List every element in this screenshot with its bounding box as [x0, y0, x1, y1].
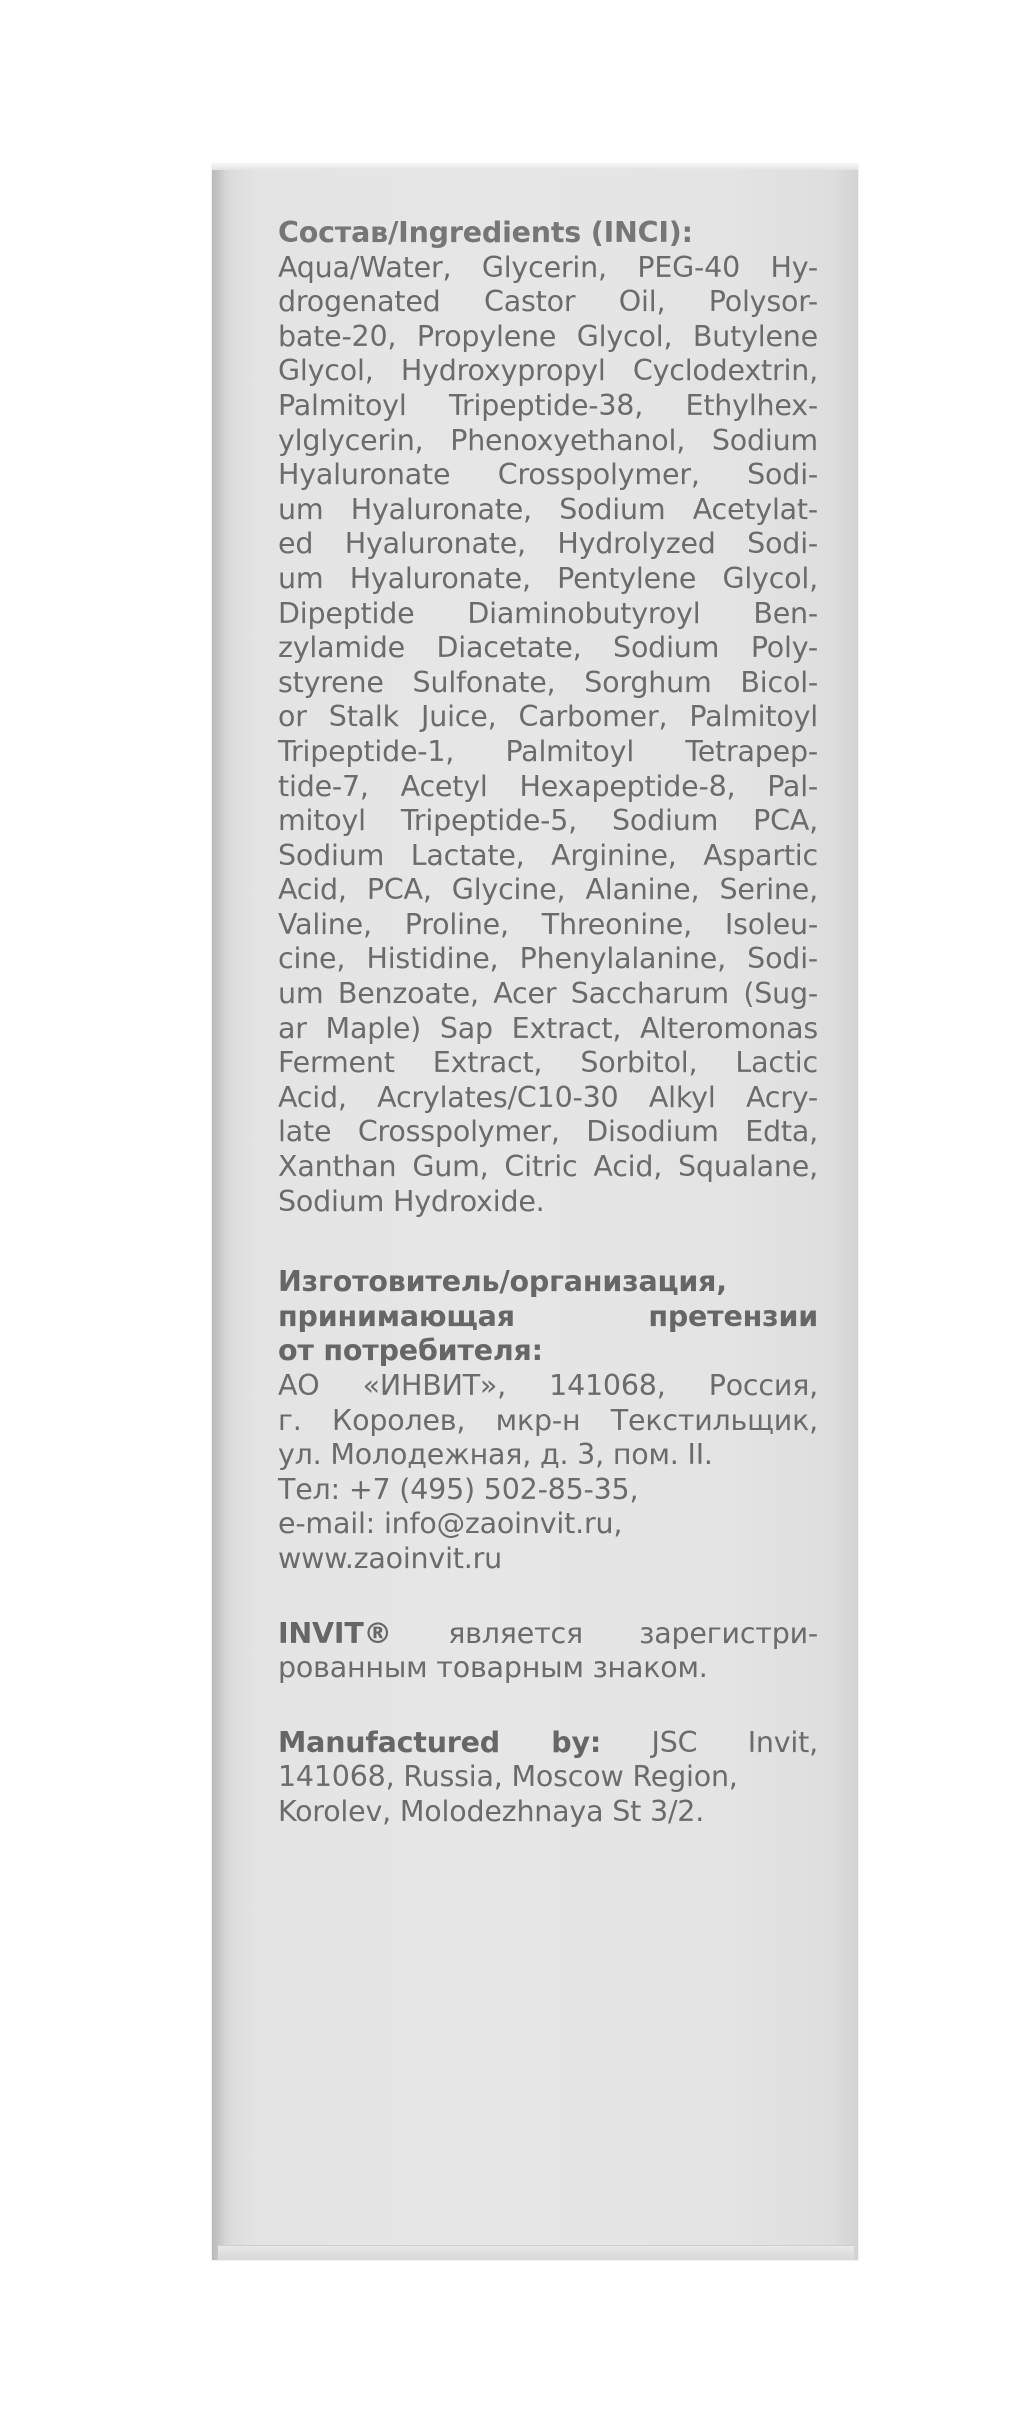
brand-name: INVIT® — [278, 1616, 392, 1650]
ingredient-line: ylglycerin, Phenoxyethanol, Sodium — [278, 423, 818, 457]
manufactured-by-line-3: Korolev, Molodezhnaya St 3/2. — [278, 1794, 705, 1828]
manufacturer-heading-line: от потребителя: — [278, 1334, 543, 1368]
ingredient-line: Acid, PCA, Glycine, Alanine, Serine, — [278, 873, 818, 907]
ingredient-line: styrene Sulfonate, Sorghum Bicol- — [278, 665, 818, 699]
ingredient-line: Acid, Acrylates/C10-30 Alkyl Acry- — [278, 1080, 818, 1114]
manufactured-by-section — [278, 1726, 818, 1830]
ingredient-line: Hyaluronate Crosspolymer, Sodi- — [278, 458, 818, 492]
ingredient-line: Valine, Proline, Threonine, Isoleu- — [278, 907, 818, 941]
manufacturer-address-line: г. Королев, мкр-н Текстильщик, — [278, 1403, 818, 1437]
trademark-line-1 — [278, 1617, 818, 1652]
ingredient-line: zylamide Diacetate, Sodium Poly- — [278, 631, 818, 665]
ingredient-line: bate-20, Propylene Glycol, Butylene — [278, 319, 818, 353]
box-bottom-edge — [218, 2245, 854, 2260]
ingredient-line: Sodium Lactate, Arginine, Aspartic — [278, 838, 818, 872]
product-box-side-panel — [212, 164, 858, 2260]
box-top-edge — [212, 164, 858, 170]
ingredient-line: Tripeptide-1, Palmitoyl Tetrapep- — [278, 734, 818, 768]
ingredient-line: um Benzoate, Acer Saccharum (Sug- — [278, 977, 818, 1011]
ingredients-heading: Состав/Ingredients (INCI): — [278, 216, 693, 249]
manufacturer-address-line: ул. Молодежная, д. 3, пом. II. — [278, 1438, 713, 1472]
manufactured-by-line-1 — [278, 1726, 818, 1761]
manufacturer-website: www.zaoinvit.ru — [278, 1541, 503, 1575]
manufacturer-heading-line: Изготовитель/организация, — [278, 1265, 727, 1299]
trademark-section — [278, 1617, 818, 1686]
manufactured-by-line-2: 141068, Russia, Moscow Region, — [278, 1760, 738, 1794]
ingredient-line: Ferment Extract, Sorbitol, Lactic — [278, 1046, 818, 1080]
manufacturer-email: e-mail: info@zaoinvit.ru, — [278, 1507, 623, 1541]
manufactured-by-label: Manufactured by: — [278, 1725, 602, 1759]
ingredient-line: drogenated Castor Oil, Polysor- — [278, 285, 818, 319]
ingredient-line: Xanthan Gum, Citric Acid, Squalane, — [278, 1150, 818, 1184]
ingredient-line: Aqua/Water, Glycerin, PEG-40 Hy- — [278, 250, 818, 284]
ingredients-list — [278, 251, 818, 1220]
trademark-text: является зарегистри- — [391, 1616, 818, 1650]
ingredients-section — [278, 216, 818, 1219]
ingredient-line: or Stalk Juice, Carbomer, Palmitoyl — [278, 700, 818, 734]
ingredient-line: ar Maple) Sap Extract, Alteromonas — [278, 1011, 818, 1045]
box-left-fold — [212, 164, 226, 2260]
ingredient-line: Glycol, Hydroxypropyl Cyclodextrin, — [278, 354, 818, 388]
ingredient-line: Palmitoyl Tripeptide-38, Ethylhex- — [278, 388, 818, 422]
ingredient-line: um Hyaluronate, Pentylene Glycol, — [278, 561, 818, 595]
ingredient-line: um Hyaluronate, Sodium Acetylat- — [278, 492, 818, 526]
ingredient-line: tide-7, Acetyl Hexapeptide-8, Pal- — [278, 769, 818, 803]
ingredient-line: late Crosspolymer, Disodium Edta, — [278, 1115, 818, 1149]
ingredient-line: Dipeptide Diaminobutyroyl Ben- — [278, 596, 818, 630]
manufactured-by-company: JSC Invit, — [601, 1725, 818, 1759]
manufacturer-address-line: АО «ИНВИТ», 141068, Россия, — [278, 1369, 818, 1402]
ingredient-line: cine, Histidine, Phenylalanine, Sodi- — [278, 942, 818, 976]
ingredient-line: ed Hyaluronate, Hydrolyzed Sodi- — [278, 527, 818, 561]
trademark-line-2: рованным товарным знаком. — [278, 1651, 708, 1685]
manufacturer-phone: Тел: +7 (495) 502-85-35, — [278, 1472, 639, 1506]
label-text-block — [278, 216, 818, 1830]
ingredient-line: mitoyl Tripeptide-5, Sodium PCA, — [278, 804, 818, 838]
manufacturer-heading-line: принимающая претензии — [278, 1299, 818, 1333]
manufacturer-section — [278, 1265, 818, 1576]
ingredient-line: Sodium Hydroxide. — [278, 1184, 545, 1218]
